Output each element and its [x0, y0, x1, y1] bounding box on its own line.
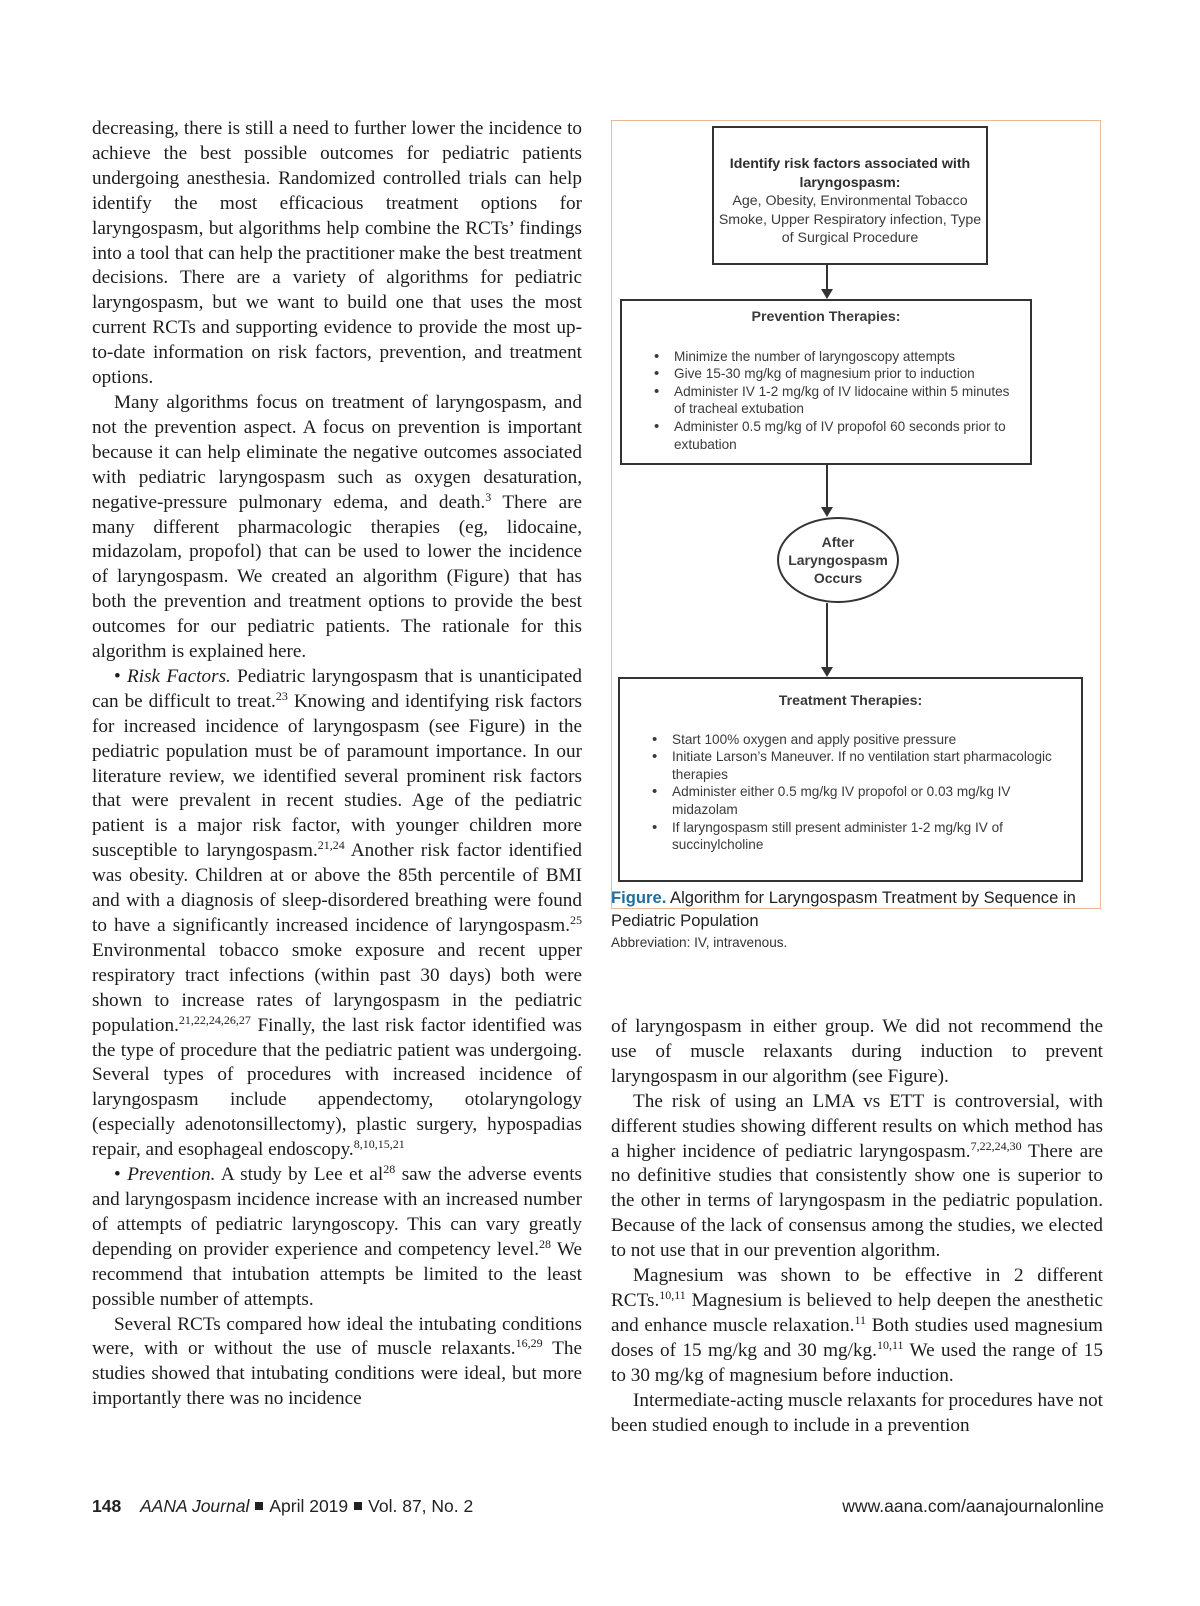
prevention-title: Prevention Therapies:	[751, 309, 901, 325]
run-in-heading: Risk Factors.	[127, 665, 231, 687]
list-item: • Start 100% oxygen and apply positive pressure	[652, 731, 1069, 749]
list-item: • Administer IV 1-2 mg/kg of IV lidocaine within 5 minutes of tracheal extubation	[654, 383, 1018, 418]
risk-factors-title: Identify risk factors associated with laryngospasm:	[729, 156, 971, 191]
list-item: • Minimize the number of laryngoscopy attempts	[654, 348, 1018, 366]
paragraph-risk-factors: • Risk Factors. Pediatric laryngospasm that is unanticipated can be difficult to treat.$^{23}$ Knowing and identifying risk factors for increased incidence of laryngospasm (see Figure) in the pediatric population must be of paramount importance. In our literature review, we identified several prominent risk factors that were prevalent in recent studies. Age of the pediatric patient is a major risk factor, with younger children more susceptible to laryngospasm.$^{21,24}$ Another risk factor identified was obesity. Children at or above the 85th percentile of BMI and with a diagnosis of sleep-disordered breathing were found to have a significantly increased incidence of laryngospasm.$^{25}$ Environmental tobacco smoke exposure and recent upper respiratory tract infections (within past 30 days) both were shown to increase rates of laryngospasm in the pediatric population.$^{21,22,24,26,27}$ Finally, the last risk factor identified was the type of procedure that the pediatric patient was undergoing. Several types of procedures with increased incidence of laryngospasm include appendectomy, otolaryngology (especially adenotonsillectomy), plastic surgery, hypospadias repair, and esophageal endoscopy.$^{8,10,15,21}$	[92, 665, 582, 1161]
page-number: 148	[92, 1496, 122, 1516]
paragraph: Magnesium was shown to be effective in 2 different RCTs.$^{10,11}$ Magnesium is believed to help deepen the anesthetic and enhance muscle relaxation.$^{11}$ Both studies used magnesium doses of 15 mg/kg and 30 mg/kg.$^{10,11}$ We used the range of 15 to 30 mg/kg of magnesium before induction.	[611, 1265, 1103, 1386]
citation: 16,29	[515, 1336, 543, 1351]
citation: 3	[485, 489, 492, 504]
right-column	[611, 1015, 1103, 1438]
citation: 23	[275, 688, 288, 703]
citation: 7,22,24,30	[970, 1138, 1022, 1153]
page-footer	[92, 1496, 1104, 1524]
caption-label: Figure.	[611, 888, 667, 907]
prevention-list	[654, 348, 1018, 454]
paragraph: of laryngospasm in either group. We did not recommend the use of muscle relaxants during induction to prevent laryngospasm in our algorithm (see Figure).	[611, 1016, 1103, 1087]
separator-square	[354, 1502, 362, 1510]
prevention-therapies-box	[620, 299, 1032, 465]
citation: 10,11	[659, 1287, 686, 1302]
paragraph: decreasing, there is still a need to further lower the incidence to achieve the best possible outcomes for pediatric patients undergoing anesthesia. Randomized controlled trials can help identify the most efficacious treatment options for laryngospasm, but algorithms help combine the RCTs’ findings into a tool that can help the practitioner make the best treatment decisions. There are a variety of algorithms for pediatric laryngospasm, but we want to build one that uses the most current RCTs and supporting evidence to provide the most up-to-date information on risk factors, prevention, and treatment options.	[92, 118, 582, 389]
journal-name: AANA Journal	[140, 1496, 250, 1516]
journal-url: www.aana.com/aanajournalonline	[842, 1496, 1104, 1516]
figure-caption	[611, 886, 1111, 952]
risk-factors-box	[712, 126, 988, 265]
list-item: • Administer either 0.5 mg/kg IV propofol or 0.03 mg/kg IV midazolam	[652, 783, 1069, 818]
list-item: • Give 15-30 mg/kg of magnesium prior to induction	[654, 365, 1018, 383]
run-in-heading: Prevention.	[127, 1164, 216, 1186]
citation: 25	[570, 913, 582, 927]
citation: 28	[383, 1162, 396, 1177]
paragraph-prevention: • Prevention. A study by Lee et $al^{28}$ saw the adverse events and laryngospasm incidence increase with an increased number of attempts of pediatric laryngoscopy. This can vary greatly depending on provider experience and competency level.$^{28}$ We recommend that intubation attempts be limited to the least possible number of attempts.	[92, 1162, 582, 1310]
arrow-head	[821, 289, 833, 299]
list-item: • If laryngospasm still present administer 1-2 mg/kg IV of succinylcholine	[652, 819, 1069, 854]
treatment-list	[652, 731, 1069, 854]
arrow-head	[821, 507, 833, 517]
separator-square	[255, 1502, 263, 1510]
citation: 21,24	[317, 838, 345, 853]
list-item: • Initiate Larson’s Maneuver. If no ventilation start pharmacologic therapies	[652, 748, 1069, 783]
figure-flowchart	[611, 120, 1101, 909]
treatment-title: Treatment Therapies:	[778, 693, 923, 709]
after-laryngospasm-node	[777, 517, 899, 603]
caption-title: Figure. Algorithm for Laryngospasm Treatment by Sequence in Pediatric Population	[611, 888, 1076, 930]
paragraph: The risk of using an LMA vs ETT is controversial, with different studies showing different results on which method has a higher incidence of pediatric laryngospasm.$^{7,22,24,30}$ There are no definitive studies that consistently show one is superior to the other in terms of laryngospasm in the pediatric population. Because of the lack of consensus among the studies, we elected to not use that in our prevention algorithm.	[611, 1090, 1103, 1262]
citation: 10,11	[876, 1337, 904, 1352]
after-laryngospasm-label: After Laryngospasm Occurs	[788, 534, 888, 586]
caption-abbreviation: Abbreviation: IV, intravenous.	[611, 935, 788, 950]
list-item: • Administer 0.5 mg/kg of IV propofol 60 seconds prior to extubation	[654, 418, 1018, 453]
issue-date: April 2019	[269, 1496, 349, 1516]
paragraph: Many algorithms focus on treatment of laryngospasm, and not the prevention aspect. A focus on prevention is important because it can help eliminate the negative outcomes associated with pediatric laryngospasm such as oxygen desaturation, negative-pressure pulmonary edema, and death.$^3$ There are many different pharmacologic therapies (eg, lidocaine, midazolam, propofol) that can be used to lower the incidence of laryngospasm. We created an algorithm (Figure) that has both the prevention and treatment options to provide the best outcomes for our pediatric patients. The rationale for this algorithm is explained here.	[92, 391, 582, 663]
citation: 28	[539, 1236, 552, 1251]
citation: 11	[854, 1312, 867, 1327]
citation: 8,10,15,21	[353, 1137, 405, 1152]
treatment-therapies-box	[618, 677, 1083, 882]
arrow-head	[821, 667, 833, 677]
paragraph: Intermediate-acting muscle relaxants for procedures have not been studied enough to include in a prevention	[611, 1389, 1103, 1436]
citation: 21,22,24,26,27	[178, 1012, 251, 1027]
left-column	[92, 117, 582, 1412]
volume-info: Vol. 87, No. 2	[368, 1496, 474, 1516]
paragraph: Several RCTs compared how ideal the intubating conditions were, with or without the use of muscle relaxants.$^{16,29}$ The studies showed that intubating conditions were ideal, but more importantly there was no incidence	[92, 1313, 582, 1410]
risk-factors-body: Age, Obesity, Environmental Tobacco Smoke, Upper Respiratory infection, Type of Surgical Procedure	[718, 193, 982, 246]
footer-left	[92, 1496, 473, 1517]
